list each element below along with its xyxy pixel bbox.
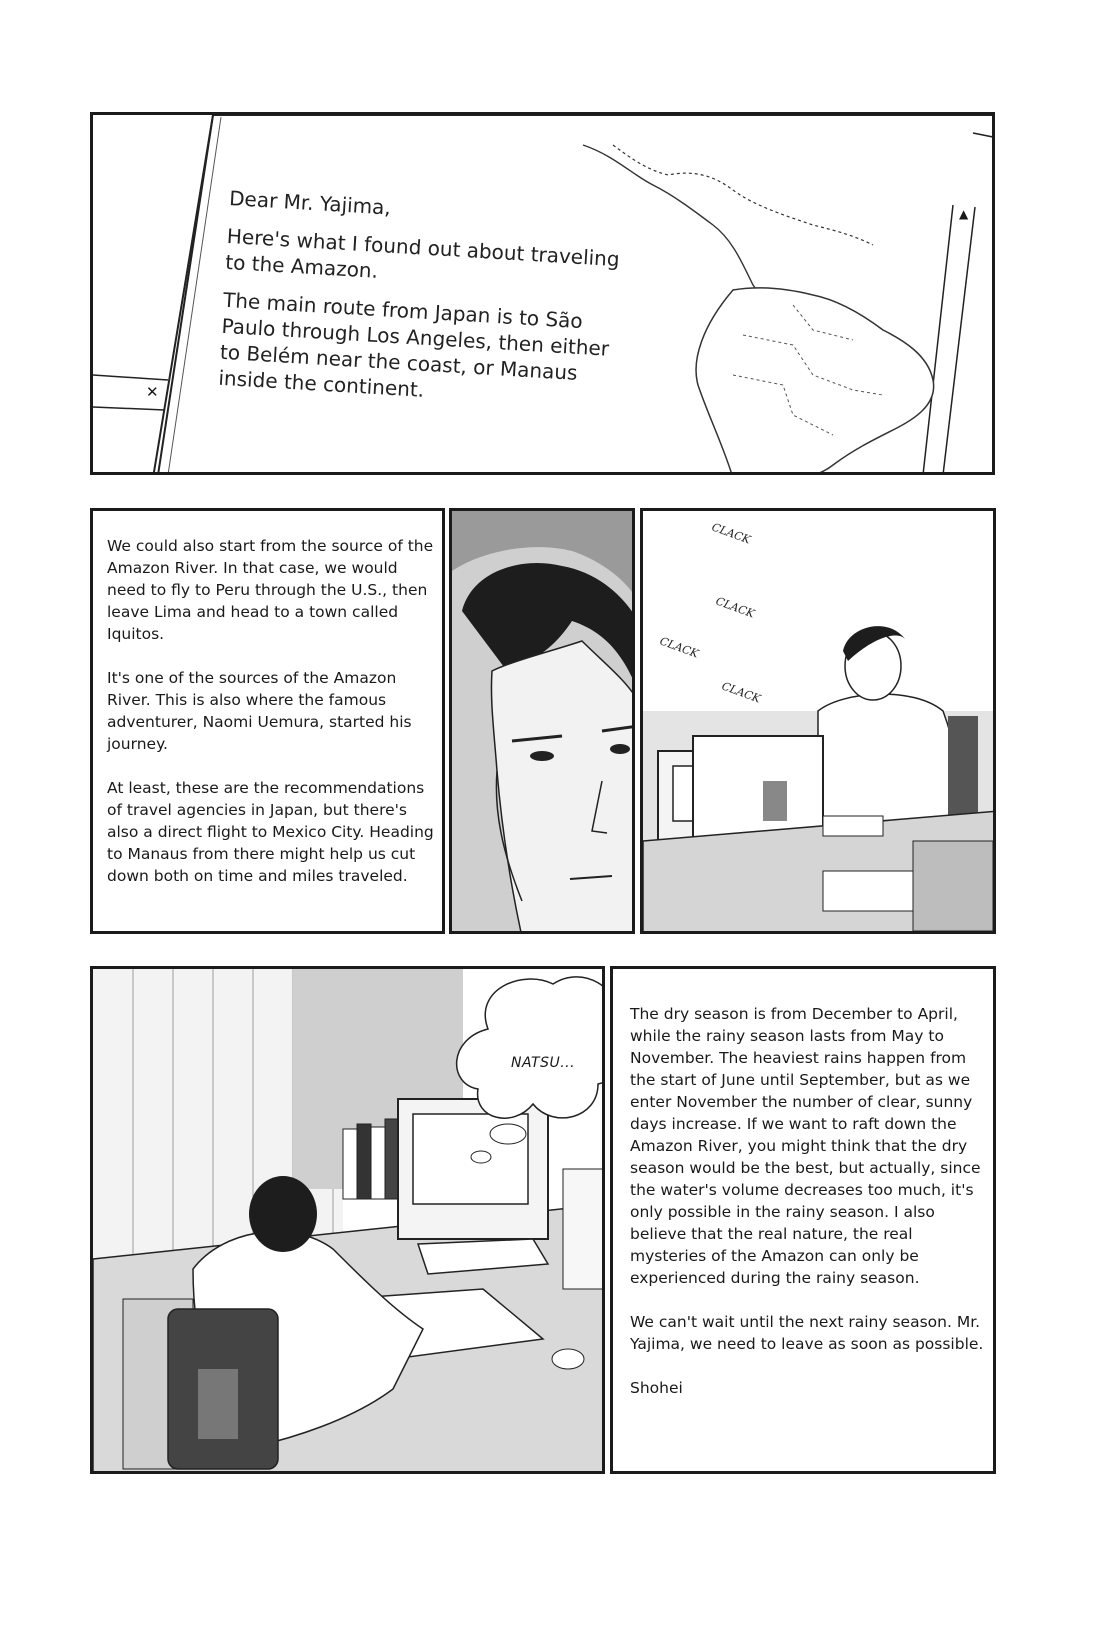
sfx-clack: CLACK [713, 594, 757, 621]
man-head [249, 1176, 317, 1252]
character-face-art [452, 511, 635, 934]
office-desk-art [93, 969, 605, 1474]
sfx-clack: CLACK [719, 679, 763, 706]
sfx-clack: CLACK [709, 520, 753, 547]
narration-text [107, 535, 437, 909]
face [491, 641, 635, 934]
panel-man-at-desk [90, 966, 605, 1474]
panel-face-closeup [449, 508, 635, 934]
narration-paragraph: The dry season is from December to April, while the rainy season lasts from May to November. The heaviest rains happen from the start of June until September, but as we enter November the number of clear, sunny days increase. If we want to raft down the Amazon River, you might think that the dry season would be the best, but actually, since the water's volume decreases too much, it's only possible in the rainy season. I also believe that the real nature, the real mysteries of the Amazon can only be experienced during the rainy season. [630, 1005, 981, 1287]
bookshelf-books [343, 1119, 399, 1199]
sfx-clack: CLACK [657, 634, 701, 661]
narration-paragraph: It's one of the sources of the Amazon River. This is also where the famous adventurer, Naomi Uemura, started his journey. [107, 669, 412, 753]
panel-narration-seasons [610, 966, 996, 1474]
keyboard [823, 816, 883, 836]
email-paragraph-1: Here's what I found out about traveling to the Amazon. [224, 223, 621, 283]
email-paragraph-2: The main route from Japan is to São Paulo through Los Angeles, then either to Belém near the coast, or Manaus inside the continent. [217, 287, 610, 402]
pc-tower [563, 1169, 605, 1289]
close-icon[interactable]: ✕ [146, 383, 159, 401]
panel-narration-route [90, 508, 445, 934]
thought-bubble [457, 977, 605, 1118]
email-greeting: Dear Mr. Yajima, [228, 185, 392, 220]
signature-shohei: Shohei [630, 1379, 683, 1397]
email-letter-text [217, 185, 659, 428]
panel-man-typing [640, 508, 996, 934]
man-torso [818, 694, 963, 831]
narration-text [630, 1003, 985, 1421]
narration-paragraph: At least, these are the recommendations of travel agencies in Japan, but there's also a direct flight to Mexico City. Heading to Manaus from there might help us cut down both on time and miles traveled. [107, 779, 434, 885]
scroll-up-arrow[interactable]: ▲ [959, 207, 969, 221]
thought-natsu: NATSU... [511, 1055, 576, 1071]
narration-paragraph: We could also start from the source of the Amazon River. In that case, we would need to fly to Peru through the U.S., then leave Lima and head to a town called Iquitos. [107, 537, 434, 643]
file-tray [823, 871, 913, 911]
office-typing-art [643, 511, 996, 934]
mouse [552, 1349, 584, 1369]
narration-paragraph: We can't wait until the next rainy season. Mr. Yajima, we need to leave as soon as possible. [630, 1313, 984, 1353]
